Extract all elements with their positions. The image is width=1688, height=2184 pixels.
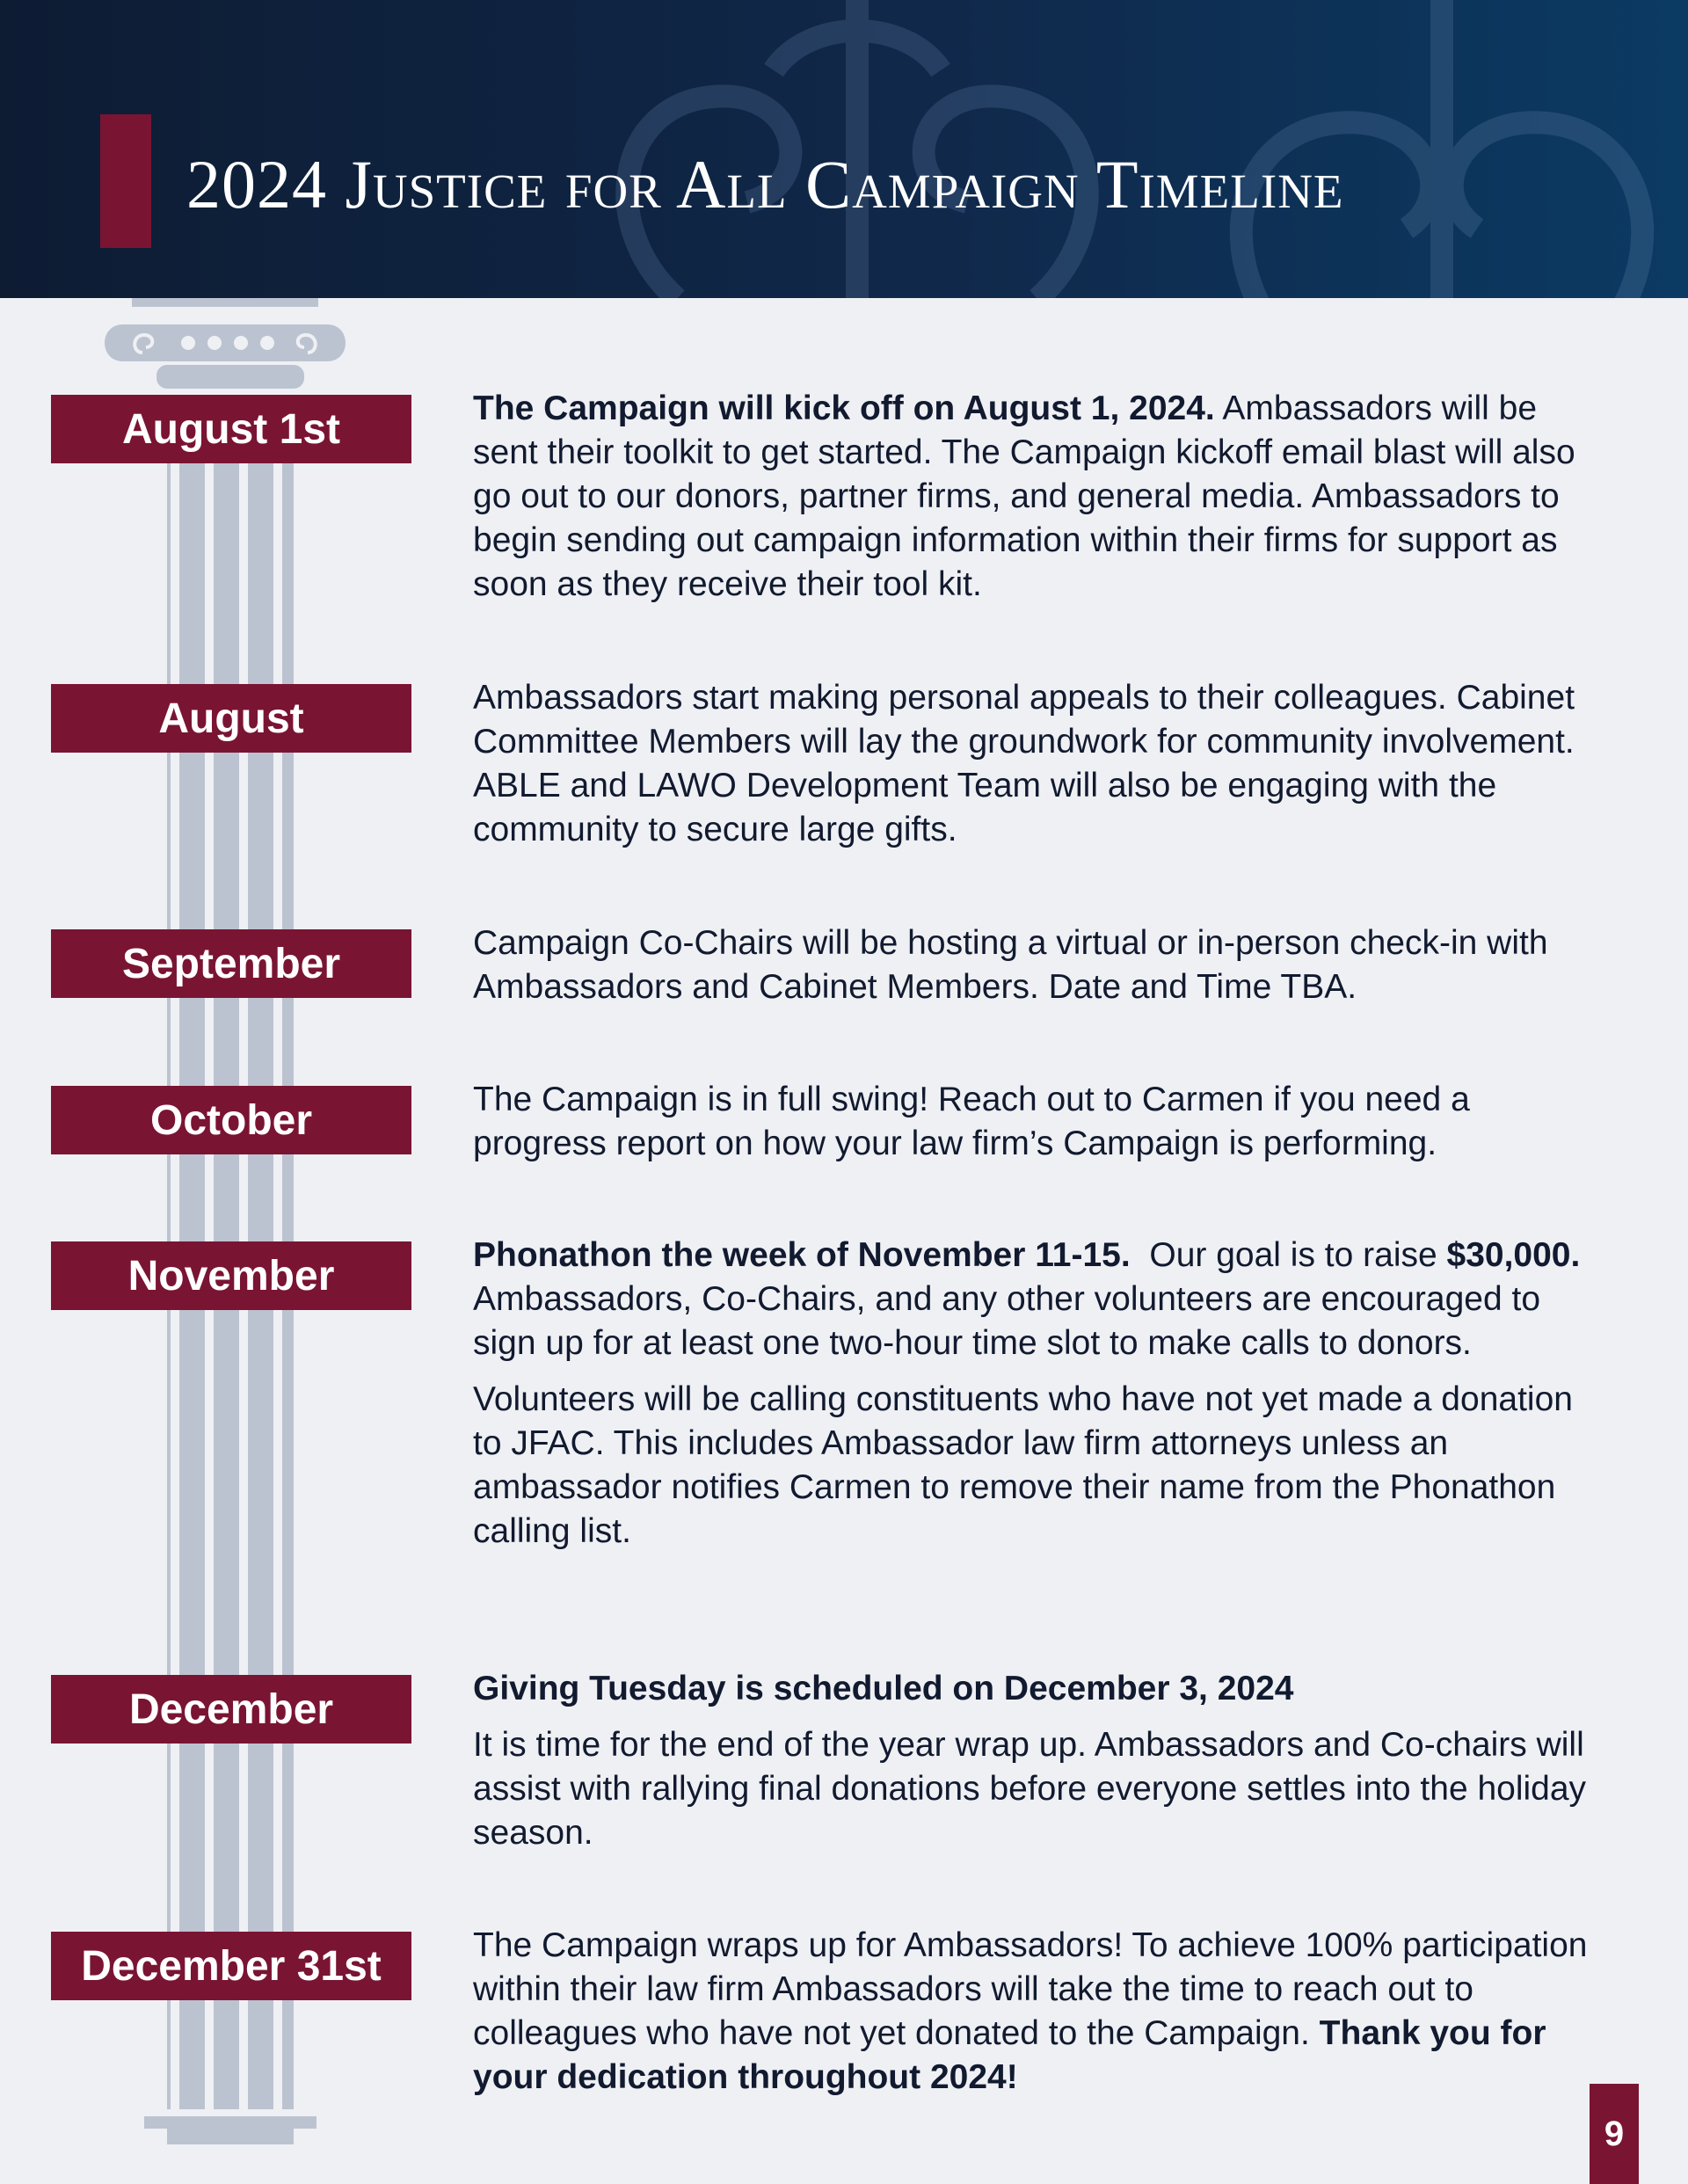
entry-paragraph [473,1234,1591,1365]
entry-bold-text: Phonathon the week of November 11-15. [473,1236,1131,1274]
entry-paragraph [473,387,1591,607]
timeline-entry-november [473,1234,1591,1554]
column-illustration [0,298,369,2144]
entry-bold-text: Giving Tuesday is scheduled on December 3, 2024 [473,1670,1294,1707]
entry-text: Volunteers will be calling constituents who have not yet made a donation to JFAC. This includes Ambassador law firm attorneys unless an ambassador notifies Carmen to remove their name from the Phonathon calling list. [473,1380,1573,1550]
entry-bold-text: Thank you for your dedication throughout 2024! [473,2014,1546,2096]
timeline-label-december: December [51,1675,411,1744]
entry-paragraph [473,1924,1591,2100]
entry-text: The Campaign is in full swing! Reach out to Carmen if you need a progress report on how your law firm’s Campaign is performing. [473,1081,1470,1162]
page-title: 2024 Justice for All Campaign Timeline [186,146,1344,222]
title-accent-bar [100,114,151,248]
timeline-entry-august [473,676,1591,852]
page-header [0,0,1688,298]
entry-bold-text: The Campaign will kick off on August 1, 2024. [473,389,1215,427]
timeline-label-october: October [51,1086,411,1154]
timeline-label-september: September [51,929,411,998]
timeline-label-august-1st: August 1st [51,395,411,463]
timeline-label-november: November [51,1241,411,1310]
timeline-entry-december [473,1667,1591,1855]
entry-text: Ambassadors, Co-Chairs, and any other volunteers are encouraged to sign up for at least one two-hour time slot to make calls to donors. [473,1280,1541,1362]
entry-text: Ambassadors will be sent their toolkit to get started. The Campaign kickoff email blast will also go out to our donors, partner firms, and general media. Ambassadors to begin sending out campaign information within their firms for support as soon as they receive their tool kit. [473,389,1575,603]
timeline-label-august: August [51,684,411,753]
entry-text: Ambassadors start making personal appeals to their colleagues. Cabinet Committee Members will lay the groundwork for community involvement. ABLE and LAWO Development Team will also be engaging with the community to secure large gifts. [473,679,1575,848]
entry-text: It is time for the end of the year wrap up. Ambassadors and Co-chairs will assist with rallying final donations before everyone settles into the holiday season. [473,1726,1587,1852]
entry-text: Our goal is to raise [1130,1236,1447,1274]
page-number: 9 [1590,2084,1639,2184]
timeline-entry-december-31st [473,1924,1591,2100]
entry-text: The Campaign wraps up for Ambassadors! To achieve 100% participation within their law firm Ambassadors will take the time to reach out to colleagues who have not yet donated to the Campaign. [473,1926,1588,2052]
entry-text: Campaign Co-Chairs will be hosting a virtual or in-person check-in with Ambassadors and Cabinet Members. Date and Time TBA. [473,924,1548,1006]
timeline-entry-september [473,921,1591,1009]
fundraising-goal: $30,000. [1446,1236,1581,1274]
timeline-label-december-31st: December 31st [51,1932,411,2000]
timeline-entry-october [473,1078,1591,1166]
timeline-entry-august-1st [473,387,1591,607]
